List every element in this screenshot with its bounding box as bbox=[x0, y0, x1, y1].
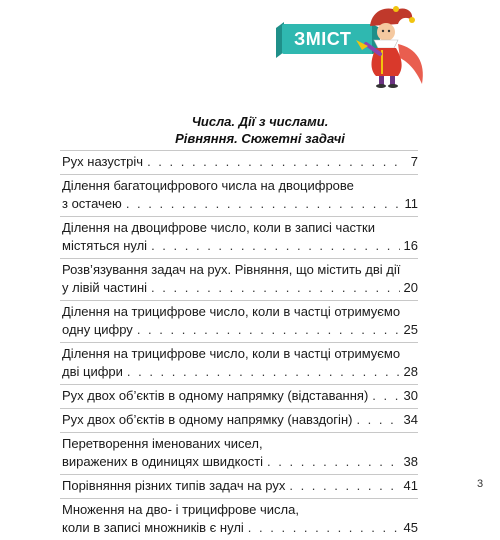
dot-leader bbox=[151, 237, 399, 255]
dot-leader bbox=[356, 411, 399, 429]
toc-entry-title: одну цифру bbox=[62, 322, 133, 337]
table-of-contents bbox=[60, 150, 418, 540]
toc-entry-title: Порівняння різних типів задач на рух bbox=[62, 478, 286, 493]
toc-entry[interactable] bbox=[60, 384, 418, 408]
dot-leader bbox=[137, 321, 400, 339]
toc-entry-page: 34 bbox=[403, 412, 418, 427]
toc-entry-page: 45 bbox=[403, 520, 418, 535]
toc-entry-title: Множення на дво- і трицифрове числа, bbox=[62, 502, 299, 517]
toc-entry-title: містяться нулі bbox=[62, 238, 148, 253]
page-number: 3 bbox=[477, 478, 484, 490]
toc-entry[interactable] bbox=[60, 474, 418, 498]
dot-leader bbox=[372, 387, 399, 405]
toc-entry-title: Рух двох об’єктів в одному напрямку (навздогін) bbox=[62, 412, 353, 427]
toc-entry-title: Ділення на двоцифрове число, коли в записі частки bbox=[62, 220, 375, 235]
toc-entry[interactable] bbox=[60, 432, 418, 474]
toc-entry-title: Ділення на трицифрове число, коли в частці отримуємо bbox=[62, 304, 401, 319]
toc-entry[interactable] bbox=[60, 342, 418, 384]
toc-entry-page: 11 bbox=[404, 196, 418, 211]
dot-leader bbox=[289, 477, 399, 495]
dot-leader bbox=[151, 279, 399, 297]
dot-leader bbox=[126, 195, 400, 213]
toc-entry-page: 38 bbox=[403, 454, 418, 469]
toc-entry[interactable] bbox=[60, 258, 418, 300]
toc-entry[interactable] bbox=[60, 150, 418, 174]
toc-entry-page: 25 bbox=[403, 322, 418, 337]
toc-entry-page: 41 bbox=[403, 478, 418, 493]
toc-entry-page: 30 bbox=[403, 388, 418, 403]
toc-entry-title: у лівій частині bbox=[62, 280, 148, 295]
toc-entry[interactable] bbox=[60, 174, 418, 216]
toc-entry-page: 28 bbox=[403, 364, 418, 379]
toc-entry-title: Рух двох об’єктів в одному напрямку (відставання) bbox=[62, 388, 369, 403]
toc-entry-page: 16 bbox=[403, 238, 418, 253]
toc-entry[interactable] bbox=[60, 216, 418, 258]
section-title-line2: Рівняння. Сюжетні задачі bbox=[175, 131, 345, 146]
dot-leader bbox=[248, 519, 400, 537]
toc-entry-title: Перетворення іменованих чисел, bbox=[62, 436, 263, 451]
toc-entry-title: Ділення багатоцифрового числа на двоцифрове bbox=[62, 178, 354, 193]
toc-entry-title: Розв’язування задач на рух. Рівняння, що містить дві дії bbox=[62, 262, 401, 277]
jester-mascot-icon bbox=[352, 4, 432, 88]
dot-leader bbox=[127, 363, 400, 381]
toc-entry-page: 7 bbox=[410, 154, 418, 169]
toc-entry-title: дві цифри bbox=[62, 364, 123, 379]
toc-entry-title: з остачею bbox=[62, 196, 122, 211]
toc-entry-page: 20 bbox=[403, 280, 418, 295]
banner-title: ЗМІСТ bbox=[294, 29, 352, 49]
toc-entry-title: Рух назустріч bbox=[62, 154, 144, 169]
toc-entry[interactable] bbox=[60, 300, 418, 342]
toc-entry-title: виражених в одиницях швидкості bbox=[62, 454, 264, 469]
section-title-line1: Числа. Дії з числами. bbox=[191, 114, 329, 129]
toc-entry-title: Ділення на трицифрове число, коли в частці отримуємо bbox=[62, 346, 401, 361]
toc-entry-title: коли в записі множників є нулі bbox=[62, 520, 244, 535]
toc-entry[interactable] bbox=[60, 408, 418, 432]
dot-leader bbox=[267, 453, 399, 471]
dot-leader bbox=[147, 153, 400, 171]
toc-entry[interactable] bbox=[60, 498, 418, 540]
